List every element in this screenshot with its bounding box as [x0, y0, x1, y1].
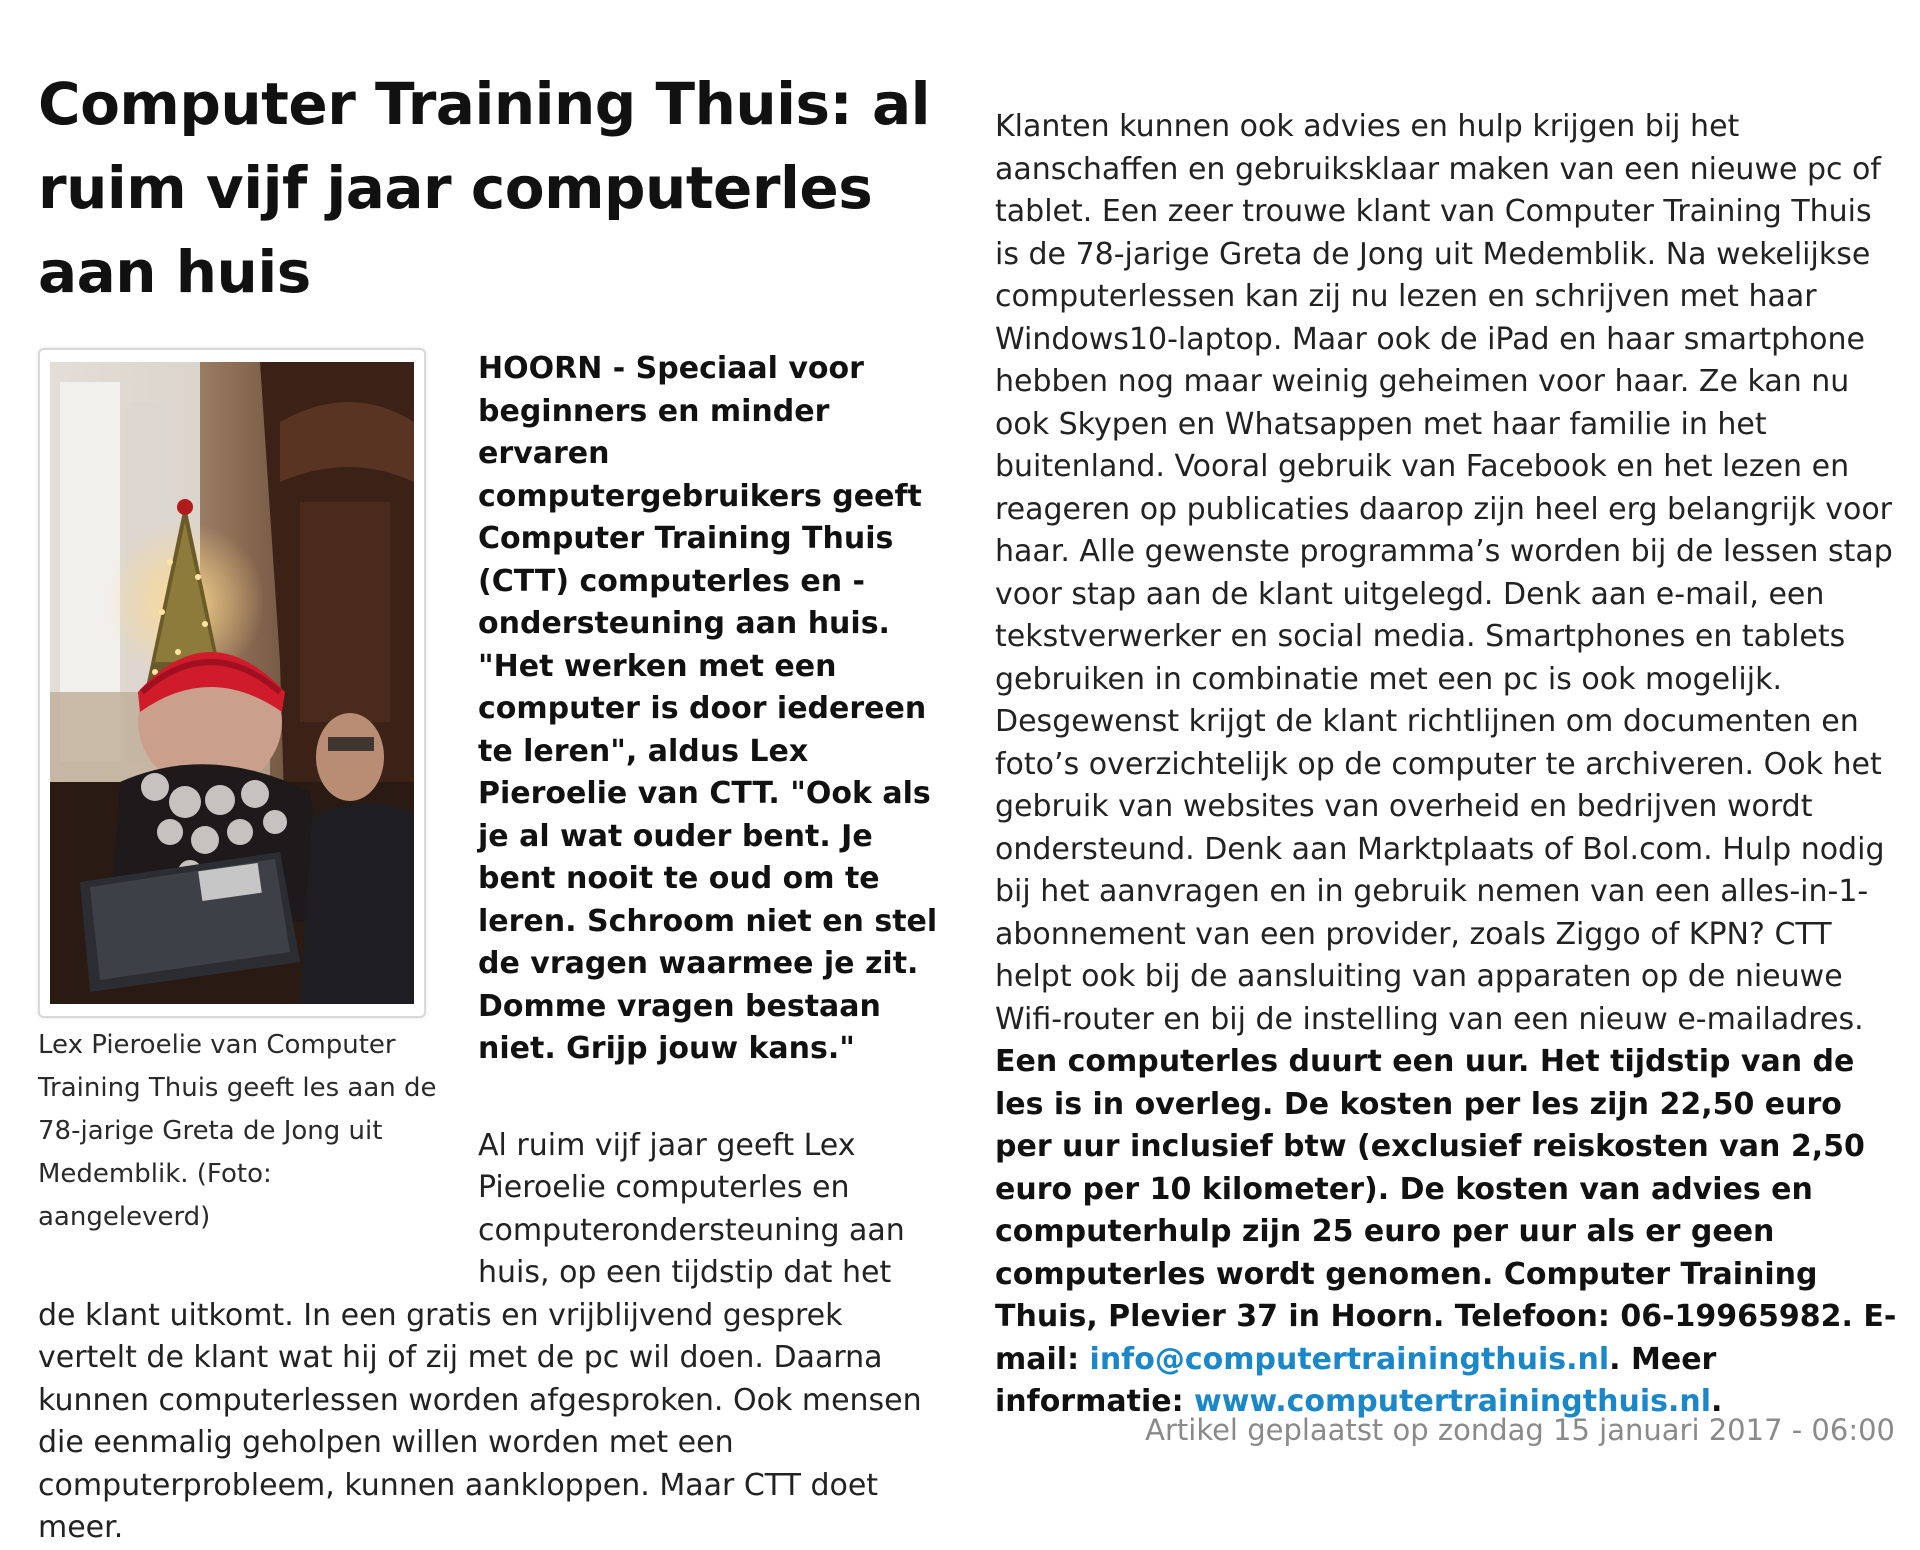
more-info-label: . Meer informatie:: [995, 1341, 1717, 1419]
article-body-paragraph-2: Klanten kunnen ook advies en hulp krijgen bij het aanschaffen en gebruiksklaar maken van een nieuwe pc of tablet. Een zeer trouwe klant van Computer Training Thuis is de 78-jarige Greta de Jong uit Medemblik. Na wekelijkse computerlessen kan zij nu lezen en schrijven met haar Windows10-laptop. Maar ook de iPad en haar smartphone hebben nog maar weinig geheimen voor haar. Ze kan nu ook Skypen en Whatsappen met haar familie in het buitenland. Vooral gebruik van Facebook en het lezen en reageren op publicaties daarop zijn heel erg belangrijk voor haar. Alle gewenste programma’s worden bij de lessen stap voor stap aan de klant uitgelegd. Denk aan e-mail, een tekstverwerker en social media. Smartphones en tablets gebruiken in combinatie met een pc is ook mogelijk. Desgewenst krijgt de klant richtlijnen om documenten en foto’s overzichtelijk op de computer te archiveren. Ook het gebruik van websites van overheid en bedrijven wordt ondersteund. Denk aan Marktplaats of Bol.com. Hulp nodig bij het aanvragen en in gebruik nemen van een alles-in-1-abonnement van een provider, zoals Ziggo of KPN? CTT helpt ook bij de aansluiting van apparaten op de nieuwe Wifi-router en bij de instelling van een nieuw e-mailadres.: [995, 109, 1893, 1037]
article-timestamp: Artikel geplaatst op zondag 15 januari 2017 - 06:00: [1145, 1413, 1895, 1447]
website-link[interactable]: www.computertrainingthuis.nl: [1194, 1384, 1711, 1419]
article-headline: Computer Training Thuis: al ruim vijf jaar computerles aan huis: [38, 70, 930, 306]
article-body-left: [38, 348, 938, 1550]
photo-frame[interactable]: [38, 348, 426, 1018]
left-column: [38, 62, 938, 1550]
photo-caption: Lex Pieroelie van Computer Training Thuis geeft les aan de 78-jarige Greta de Jong uit Medemblik. (Foto: aangeleverd): [38, 1030, 437, 1232]
website-suffix: .: [1711, 1384, 1723, 1419]
article-lead: HOORN - Speciaal voor beginners en minder ervaren computergebruikers geeft Computer Training Thuis (CTT) computerles en -ondersteuning aan huis. "Het werken met een computer is door iedereen te leren", aldus Lex Pieroelie van CTT. "Ook als je al wat ouder bent. Je bent nooit te oud om te leren. Schroom niet en stel de vragen waarmee je zit. Domme vragen bestaan niet. Grijp jouw kans.": [478, 351, 938, 1066]
right-column: [995, 106, 1900, 1424]
article-photo: [38, 348, 437, 1239]
photo-image: [50, 362, 414, 1004]
email-label: E-mail:: [995, 1299, 1897, 1377]
article-body-paragraph-1: Al ruim vijf jaar geeft Lex Pieroelie computerles en computerondersteuning aan huis, op een tijdstip dat het de klant uitkomt. In een gratis en vrijblijvend gesprek vertelt de klant wat hij of zij met de pc wil doen. Daarna kunnen computerlessen worden afgesproken. Ook mensen die eenmalig geholpen willen worden met een computerprobleem, kunnen aankloppen. Maar CTT doet meer.: [38, 1127, 922, 1545]
email-link[interactable]: info@computertrainingthuis.nl: [1089, 1341, 1610, 1377]
info-text: Een computerles duurt een uur. Het tijdstip van de les is in overleg. De kosten per les zijn 22,50 euro per uur inclusief btw (exclusief reiskosten van 2,50 euro per 10 kilometer). De kosten van advies en computerhulp zijn 25 euro per uur als er geen computerles wordt genomen. Computer Training Thuis, Plevier 37 in Hoorn. Telefoon: 06-19965982.: [995, 1044, 1865, 1334]
article-info-block: [995, 1041, 1900, 1424]
